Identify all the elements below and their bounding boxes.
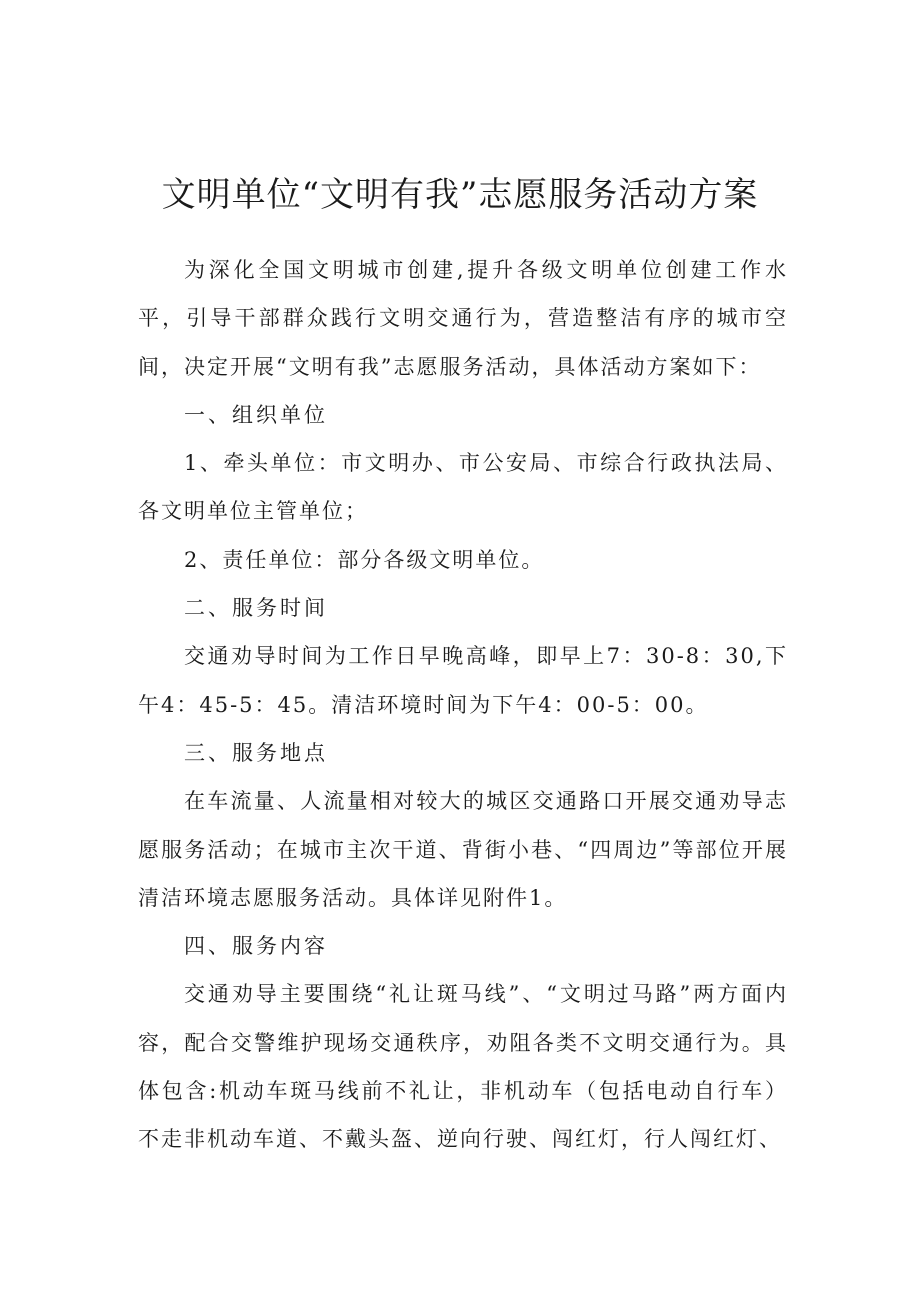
service-content-paragraph: 交通劝导主要围绕“礼让斑马线”、“文明过马路”两方面内容，配合交警维护现场交通秩序，劝阻各类不文明交通行为。具体包含:机动车斑马线前不礼让，非机动车（包括电动自行车）不走非机动车道、不戴头盔、逆向行驶、闯红灯，行人闯红灯、 (138, 982, 788, 1152)
document-title: 文明单位“文明有我”志愿服务活动方案 (161, 175, 759, 215)
service-location-paragraph: 在车流量、人流量相对较大的城区交通路口开展交通劝导志愿服务活动；在城市主次干道、背街小巷、“四周边”等部位开展清洁环境志愿服务活动。具体详见附件1。 (138, 789, 788, 910)
responsible-units-paragraph: 2、责任单位：部分各级文明单位。 (184, 547, 545, 572)
section-heading-location: 三、服务地点 (184, 740, 328, 765)
intro-paragraph: 为深化全国文明城市创建,提升各级文明单位创建工作水平，引导干部群众践行文明交通行为，营造整洁有序的城市空间，决定开展“文明有我”志愿服务活动，具体活动方案如下： (138, 258, 788, 379)
document-body (138, 246, 788, 1164)
section-heading-organization: 一、组织单位 (184, 402, 328, 427)
section-heading-time: 二、服务时间 (184, 596, 328, 621)
section-heading-content: 四、服务内容 (184, 934, 328, 959)
lead-units-paragraph: 1、牵头单位：市文明办、市公安局、市综合行政执法局、各文明单位主管单位； (138, 451, 788, 524)
service-time-paragraph: 交通劝导时间为工作日早晚高峰，即早上7：30-8：30,下午4：45-5：45。清洁环境时间为下午4：00-5：00。 (138, 644, 788, 717)
